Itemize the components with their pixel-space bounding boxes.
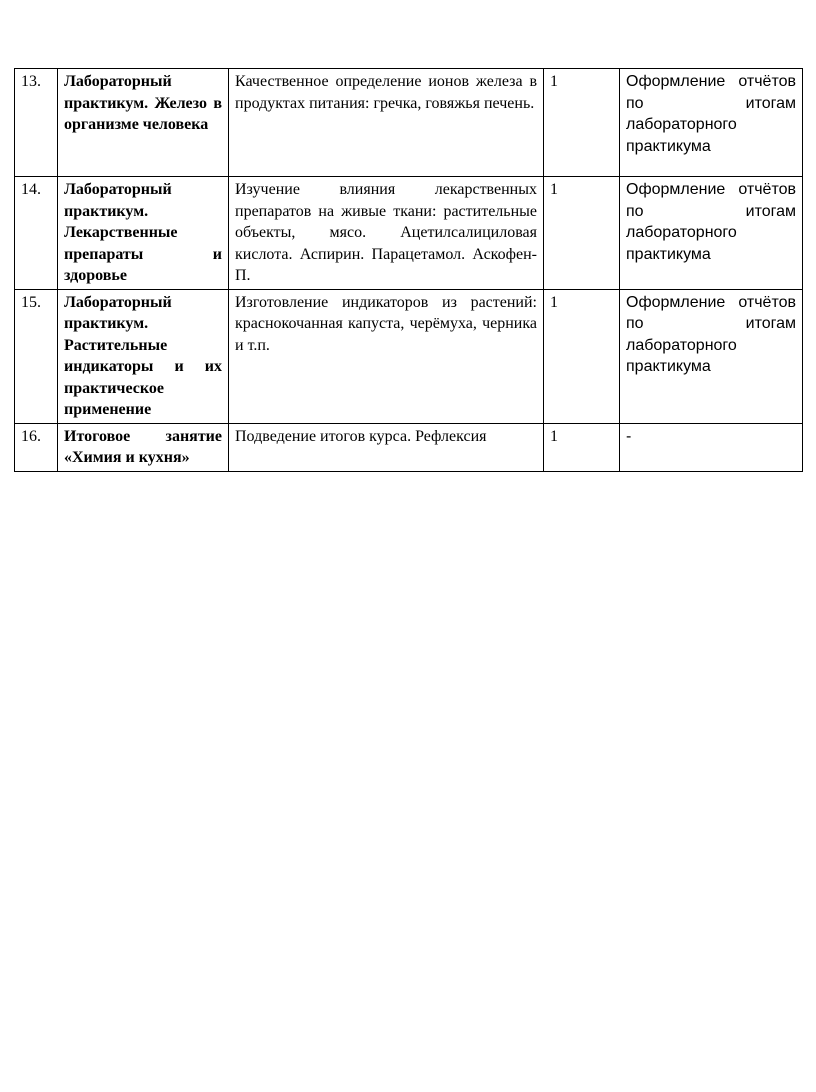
lesson-topic bbox=[58, 177, 229, 290]
document-page bbox=[14, 68, 802, 472]
lesson-number: 13. bbox=[15, 69, 58, 177]
lesson-topic-text: Итоговое занятие «Химия и кухня» bbox=[64, 427, 222, 466]
lesson-topic bbox=[58, 289, 229, 423]
lesson-topic bbox=[58, 423, 229, 471]
lesson-control-form: - bbox=[620, 423, 803, 471]
lesson-topic-text: Лабораторный практикум. Железо в организме человека bbox=[64, 73, 222, 133]
lesson-control-form: Оформление отчётов по итогам лабораторного практикума bbox=[620, 69, 803, 177]
lesson-number: 15. bbox=[15, 289, 58, 423]
lesson-topic-text: Лабораторный практикум. Растительные индикаторы и их практическое применение bbox=[64, 293, 222, 418]
lesson-number: 14. bbox=[15, 177, 58, 290]
lesson-hours: 1 bbox=[544, 289, 620, 423]
lesson-plan-table bbox=[14, 68, 803, 472]
lesson-topic-text: Лабораторный практикум. Лекарственные препараты и здоровье bbox=[64, 181, 222, 284]
lesson-control-form: Оформление отчётов по итогам лабораторного практикума bbox=[620, 177, 803, 290]
lesson-hours: 1 bbox=[544, 423, 620, 471]
lesson-content: Изучение влияния лекарственных препаратов на живые ткани: растительные объекты, мясо. Ацетилсалициловая кислота. Аспирин. Парацетамол. Аскофен-П. bbox=[229, 177, 544, 290]
lesson-content: Подведение итогов курса. Рефлексия bbox=[229, 423, 544, 471]
table-row bbox=[15, 289, 803, 423]
lesson-content: Изготовление индикаторов из растений: краснокочанная капуста, черёмуха, черника и т.п. bbox=[229, 289, 544, 423]
lesson-content: Качественное определение ионов железа в продуктах питания: гречка, говяжья печень. bbox=[229, 69, 544, 177]
lesson-number: 16. bbox=[15, 423, 58, 471]
table-row bbox=[15, 177, 803, 290]
table-row bbox=[15, 423, 803, 471]
lesson-hours: 1 bbox=[544, 177, 620, 290]
table-row bbox=[15, 69, 803, 177]
lesson-control-form: Оформление отчётов по итогам лабораторного практикума bbox=[620, 289, 803, 423]
lesson-topic bbox=[58, 69, 229, 177]
lesson-hours: 1 bbox=[544, 69, 620, 177]
